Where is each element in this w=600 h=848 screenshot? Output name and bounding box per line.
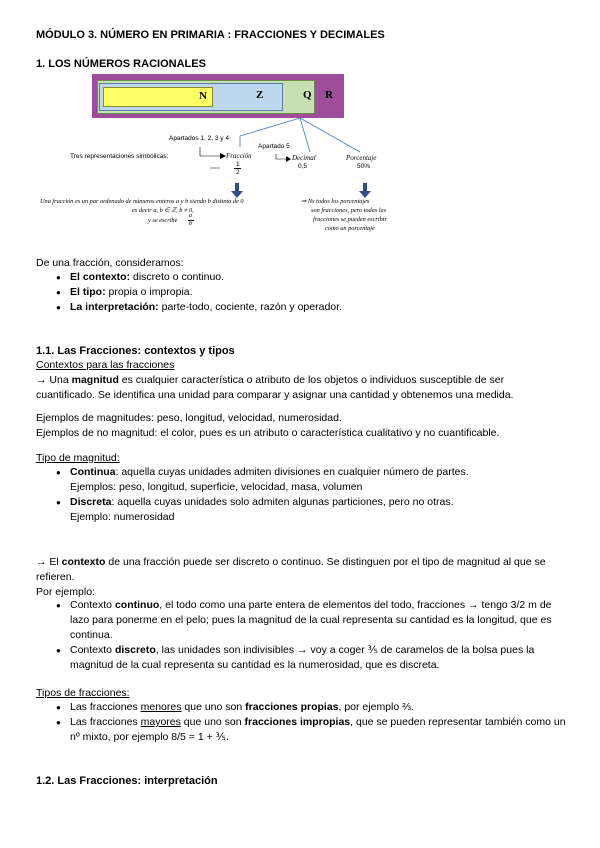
ctx-cont-text: , el todo como una parte entera de elementos del todo, fracciones → tengo 3/2 m de lazo para ponerme en el pelo; pues la magnitud de la cual representa su cantidad es la longitud, que es continua.: [70, 599, 552, 641]
list-item: [36, 465, 566, 495]
ctx-cont-a: Contexto: [70, 599, 115, 611]
ns-line-2: son fracciones, pero todas las: [311, 207, 387, 214]
contextos-subtitle: Contextos para las fracciones: [36, 359, 175, 371]
list-item: [36, 285, 566, 300]
intro-text: De una fracción, consideramos:: [36, 257, 184, 269]
ns-line-1: ⇒ Ns todos los porcentajes: [301, 198, 370, 205]
contexto-paragraph: [36, 555, 566, 585]
section-1-1-title: 1.1. Las Fracciones: contextos y tipos: [36, 345, 235, 357]
contexto-arrow: → El: [36, 556, 62, 568]
item-text: parte-todo, cociente, razón y operador.: [158, 301, 342, 313]
section-1-2-title: 1.2. Las Fracciones: interpretación: [36, 775, 218, 787]
por-ejemplo: Por ejemplo:: [36, 586, 95, 598]
ns-line-3: fracciones se pueden escribir: [313, 216, 387, 223]
menores-b: que uno son: [181, 701, 246, 713]
section-heading: 1. LOS NÚMEROS RACIONALES: [36, 58, 206, 70]
set-r-label: R: [325, 89, 333, 101]
contexto-bold: contexto: [61, 556, 106, 568]
list-item: [36, 495, 566, 525]
fraccion-denominator: 2: [236, 169, 240, 176]
tipos-fracciones-list: [36, 700, 566, 745]
magnitud-text: es cualquier característica o atributo de los objetos o individuos susceptible de ser cuantificado. Se identifica una unidad para comparar y asignar una cantidad y obtenemos una medida.: [36, 374, 514, 401]
ns-line-4: como un porcentaje: [325, 225, 375, 232]
discreta-bold: Discreta: [70, 496, 112, 508]
tres-representaciones-label: Tres representaciones simbólicas:: [70, 153, 169, 160]
considerations-list: [36, 270, 566, 315]
set-z-label: Z: [256, 89, 264, 101]
set-q-label: Q: [303, 89, 312, 101]
magnitud-paragraph: [36, 373, 564, 403]
mayores-underline: mayores: [140, 716, 181, 728]
definicion-linea-1: Una fracción es un par ordenado de números enteros a y b siendo b distinto de 0: [40, 198, 244, 205]
mayores-a: Las fracciones: [70, 716, 141, 728]
item-text: propia o impropia.: [105, 286, 193, 298]
fraccion-numerator: 1: [236, 161, 240, 168]
item-bold: El contexto:: [70, 271, 131, 283]
ctx-disc-bold: discreto: [114, 644, 156, 656]
apartado-5-label: Apartado 5: [258, 143, 290, 150]
ctx-disc-a: Contexto: [70, 644, 115, 656]
menores-bold: fracciones propias: [245, 701, 339, 713]
ejemplos-magnitudes: Ejemplos de magnitudes: peso, longitud, velocidad, numerosidad.: [36, 412, 342, 424]
apartados-label: Apartados 1, 2, 3 y 4: [169, 135, 229, 142]
definicion-linea-2: es decir a, b ∈ ℤ, b ≠ 0,: [132, 207, 194, 214]
fraccion-label: Fracción: [226, 152, 252, 160]
definicion-linea-3: y se escribe: [148, 217, 178, 224]
discreta-ejemplo: Ejemplo: numerosidad: [70, 511, 175, 523]
def-frac-num: a: [189, 213, 192, 219]
menores-a: Las fracciones: [70, 701, 141, 713]
set-n-label: N: [199, 90, 207, 102]
contexto-text: de una fracción puede ser discreto o continuo. Se distinguen por el tipo de magnitud al que se refieren.: [36, 556, 546, 583]
item-bold: El tipo:: [70, 286, 106, 298]
ctx-disc-text: , las unidades son indivisibles → voy a coger ⅗ de caramelos de la bolsa pues la magnitud de la cual representa su cantidad es la numerosidad, que es discreta.: [70, 644, 535, 671]
magnitud-bold: magnitud: [71, 374, 119, 386]
continua-bold: Continua: [70, 466, 116, 478]
list-item: [36, 598, 566, 643]
discreta-text: : aquella cuyas unidades solo admiten algunas particiones, pero no otras.: [111, 496, 454, 508]
tipos-fracciones-subtitle: Tipos de fracciones:: [36, 687, 130, 699]
ejemplos-no-magnitud: Ejemplos de no magnitud: el color, pues es un atributo o característica cualitativo y no cuantificable.: [36, 427, 500, 439]
list-item: [36, 700, 566, 715]
decimal-value: 0,5: [298, 163, 308, 170]
contexto-list: [36, 598, 566, 673]
porcentaje-label: Porcentaje: [346, 154, 377, 162]
list-item: [36, 300, 566, 315]
menores-underline: menores: [140, 701, 182, 713]
def-frac-den: b: [189, 221, 192, 227]
diagram-connectors: [0, 0, 600, 260]
list-item: [36, 715, 566, 745]
page-title: MÓDULO 3. NÚMERO EN PRIMARIA : FRACCIONES Y DECIMALES: [36, 29, 385, 41]
list-item: [36, 270, 566, 285]
decimal-label: Decimal: [292, 154, 316, 162]
mayores-c: , que se pueden representar también como un nº mixto, por ejemplo 8/5 = 1 + ⅗.: [70, 716, 566, 743]
porcentaje-value: 50%: [357, 163, 371, 170]
tipo-magnitud-list: [36, 465, 566, 525]
tipo-magnitud-subtitle: Tipo de magnitud:: [36, 452, 120, 464]
mayores-b: que uno son: [180, 716, 245, 728]
ctx-cont-bold: continuo: [114, 599, 160, 611]
item-bold: La interpretación:: [70, 301, 159, 313]
continua-ejemplos: Ejemplos: peso, longitud, superficie, velocidad, masa, volumen: [70, 481, 363, 493]
continua-text: : aquella cuyas unidades admiten divisiones en cualquier número de partes.: [115, 466, 469, 478]
mayores-bold: fracciones impropias: [244, 716, 351, 728]
item-text: discreto o continuo.: [130, 271, 225, 283]
menores-c: , por ejemplo ⅔.: [338, 701, 414, 713]
magnitud-arrow: → Una: [36, 374, 72, 386]
list-item: [36, 643, 566, 673]
